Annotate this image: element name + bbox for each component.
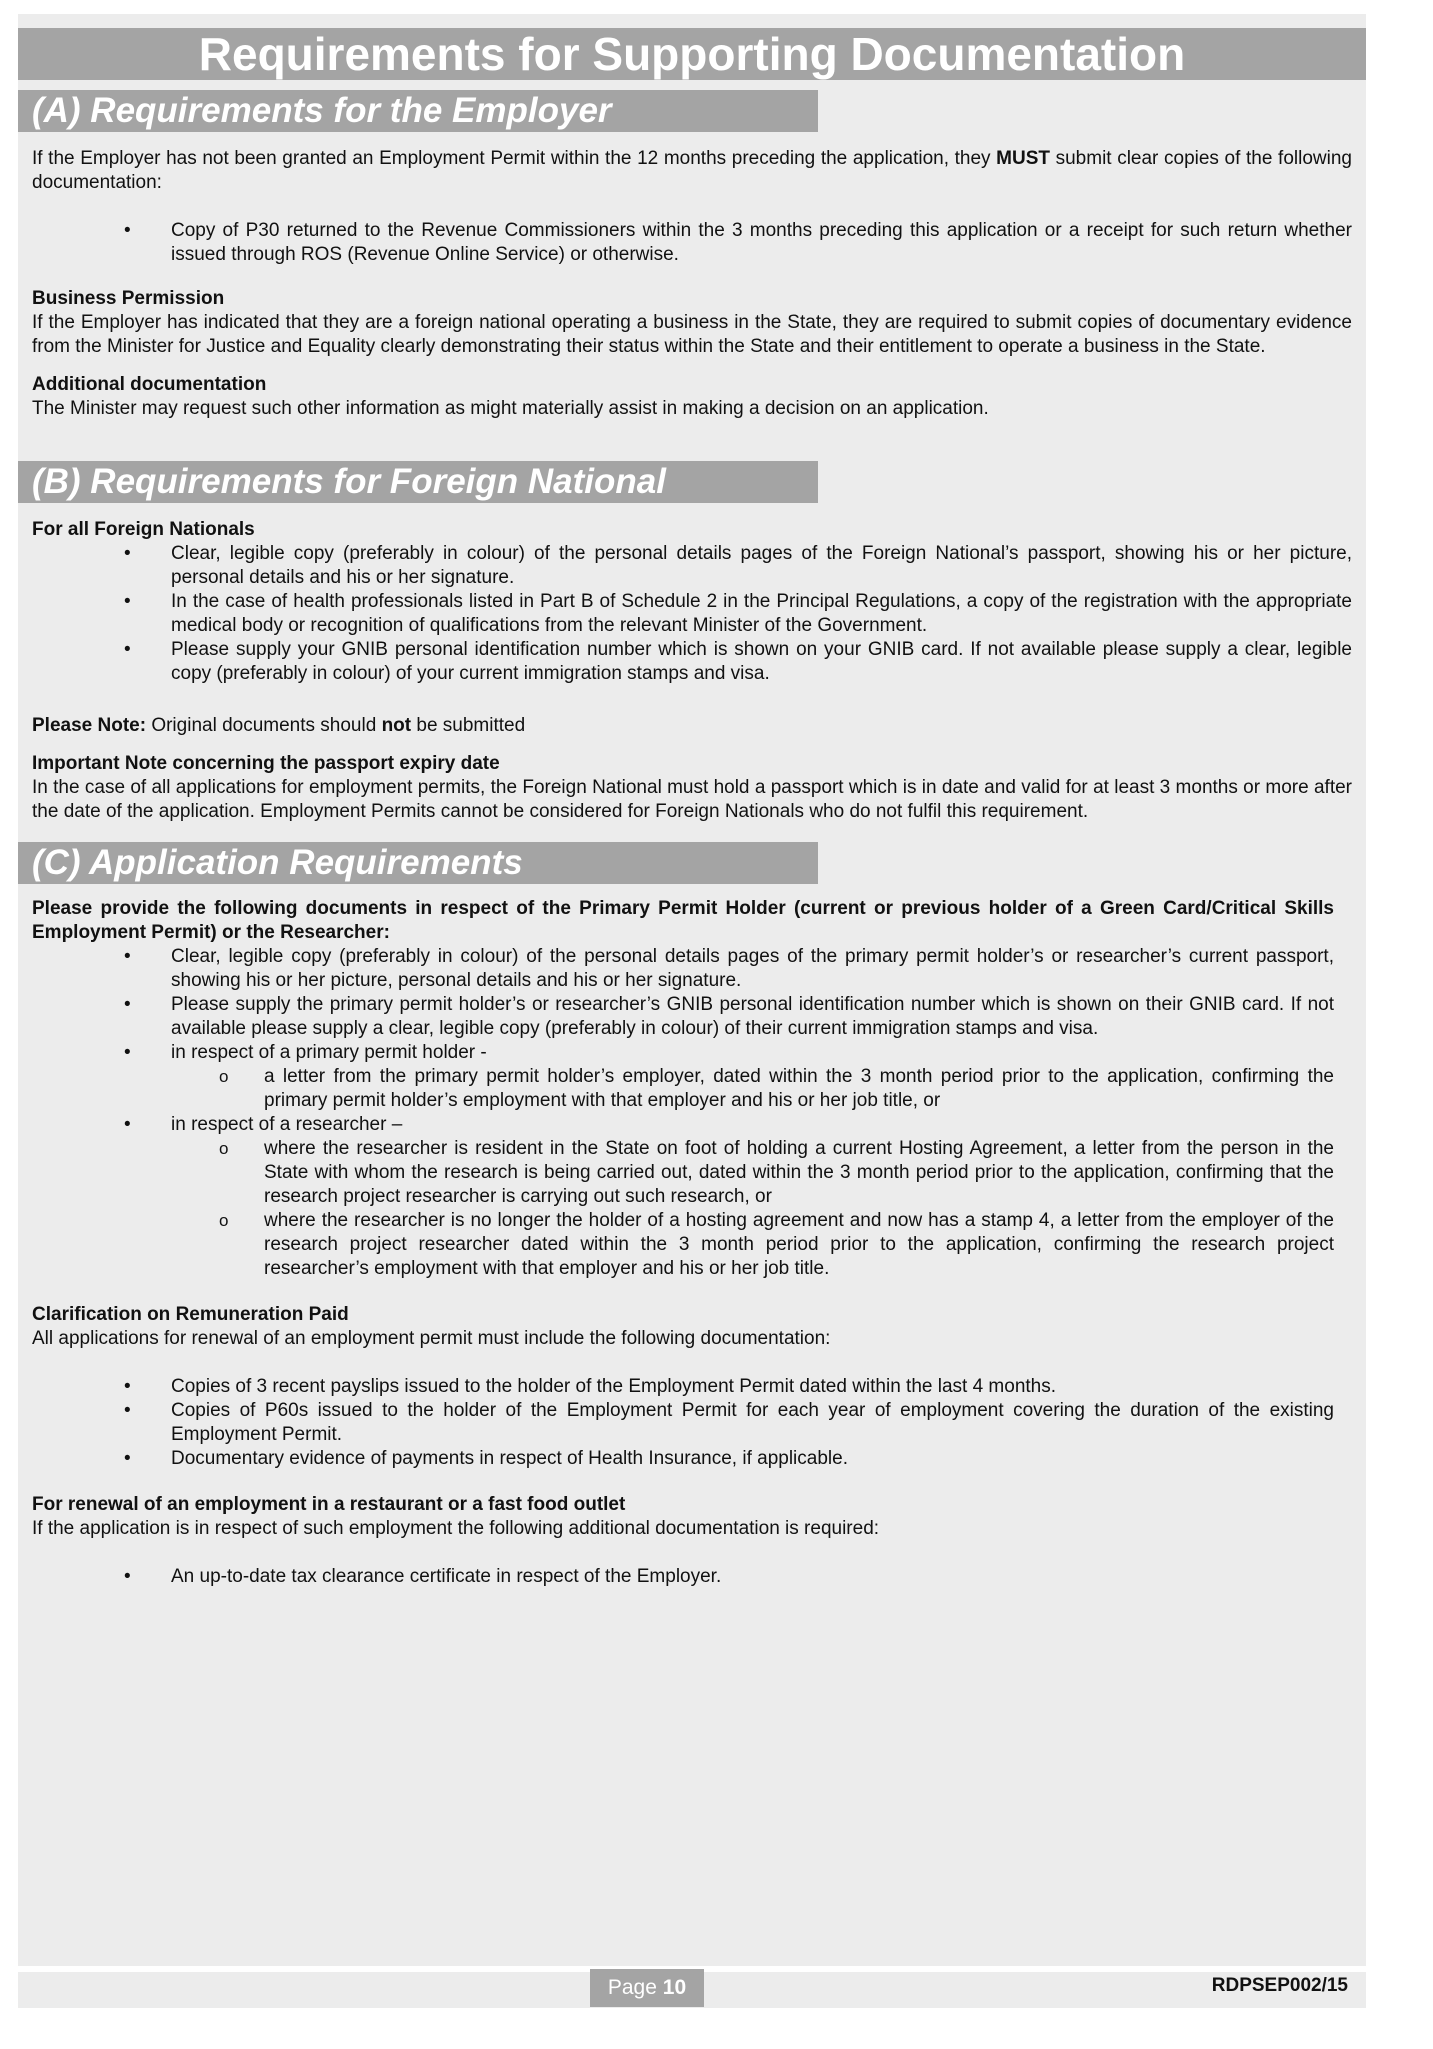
section-a-intro <box>32 147 1352 195</box>
business-permission-text: If the Employer has indicated that they are a foreign national operating a business in the State, they are required to submit copies of documentary evidence from the Minister for Justice and Equality clearly demonstrating their status within the State and their entitlement to operate a business in the State. <box>32 312 1352 357</box>
list-item: • in respect of a primary permit holder - <box>32 1041 1334 1065</box>
restaurant-text: If the application is in respect of such employment the following additional documentation is required: <box>32 1518 880 1539</box>
section-c-bullets <box>32 945 1334 1281</box>
section-a-heading: (A) Requirements for the Employer <box>18 90 818 132</box>
remuneration-text: All applications for renewal of an employment permit must include the following documentation: <box>32 1328 831 1349</box>
section-b-bullets <box>32 542 1352 686</box>
sub-list-item: o where the researcher is resident in the State on foot of holding a current Hosting Agreement, a letter from the person in the State with whom the research is being carried out, dated within the 3 month period prior to the application, confirming that the research project researcher is carrying out such research, or <box>32 1137 1334 1209</box>
list-item: • Copies of P60s issued to the holder of the Employment Permit for each year of employment covering the duration of the existing Employment Permit. <box>32 1399 1334 1447</box>
list-item: • Please supply your GNIB personal identification number which is shown on your GNIB card. If not available please supply a clear, legible copy (preferably in colour) of your current immigration stamps and visa. <box>32 638 1352 686</box>
list-item: • Clear, legible copy (preferably in colour) of the personal details pages of the primary permit holder’s or researcher’s current passport, showing his or her picture, personal details and his or her signature. <box>32 945 1334 993</box>
restaurant-bullets <box>32 1565 1334 1589</box>
sub-list-item: o a letter from the primary permit holder’s employer, dated within the 3 month period prior to the application, confirming the primary permit holder’s employment with that employer and his or her job title, or <box>32 1065 1334 1113</box>
section-c-body <box>32 897 1334 1589</box>
additional-documentation-text: The Minister may request such other information as might materially assist in making a decision on an application. <box>32 398 989 419</box>
application-intro-heading: Please provide the following documents in respect of the Primary Permit Holder (current or previous holder of a Green Card/Critical Skills Employment Permit) or the Researcher: <box>32 898 1334 943</box>
note-label: Please Note: <box>32 715 147 736</box>
list-item: • Clear, legible copy (preferably in colour) of the personal details pages of the Foreign National’s passport, showing his or her picture, personal details and his or her signature. <box>32 542 1352 590</box>
remuneration-heading: Clarification on Remuneration Paid <box>32 1304 349 1325</box>
please-note <box>32 714 1352 738</box>
section-b-body <box>32 518 1352 824</box>
page-number-value: 10 <box>662 1976 687 1999</box>
list-item: • An up-to-date tax clearance certificate in respect of the Employer. <box>32 1565 1334 1589</box>
passport-expiry-heading: Important Note concerning the passport expiry date <box>32 753 500 774</box>
list-item: • Please supply the primary permit holder’s or researcher’s GNIB personal identification number which is shown on their GNIB card. If not available please supply a clear, legible copy (preferably in colour) of their current immigration stamps and visa. <box>32 993 1334 1041</box>
list-item: • In the case of health professionals listed in Part B of Schedule 2 in the Principal Regulations, a copy of the registration with the appropriate medical body or recognition of qualifications from the relevant Minister of the Government. <box>32 590 1352 638</box>
note-text-end: be submitted <box>411 715 526 736</box>
business-permission-heading: Business Permission <box>32 288 225 309</box>
restaurant-heading: For renewal of an employment in a restaurant or a fast food outlet <box>32 1494 626 1515</box>
page-label: Page <box>607 1976 657 1999</box>
intro-text: If the Employer has not been granted an Employment Permit within the 12 months preceding the application, they <box>32 148 997 169</box>
passport-expiry-text: In the case of all applications for employment permits, the Foreign National must hold a passport which is in date and valid for at least 3 months or more after the date of the application. Employment Permits cannot be considered for Foreign Nationals who do not fulfil this requirement. <box>32 777 1352 822</box>
intro-text-end: submit clear copies of the following documentation: <box>32 148 1352 193</box>
section-b-heading: (B) Requirements for Foreign National <box>18 461 818 503</box>
additional-documentation-heading: Additional documentation <box>32 374 267 395</box>
note-emphasis: not <box>381 715 412 736</box>
note-text: Original documents should <box>146 715 382 736</box>
intro-emphasis: MUST <box>996 148 1050 169</box>
list-item: • in respect of a researcher – <box>32 1113 1334 1137</box>
sub-list-item: o where the researcher is no longer the holder of a hosting agreement and now has a stamp 4, a letter from the employer of the research project researcher dated within the 3 month period prior to the application, confirming the research project researcher’s employment with that employer and his or her job title. <box>32 1209 1334 1281</box>
document-code: RDPSEP002/15 <box>1211 1975 1348 1996</box>
page-number <box>590 1969 704 2007</box>
list-item: • Documentary evidence of payments in respect of Health Insurance, if applicable. <box>32 1447 1334 1471</box>
section-a-bullets <box>32 219 1352 267</box>
foreign-nationals-heading: For all Foreign Nationals <box>32 519 255 540</box>
list-item: • Copy of P30 returned to the Revenue Commissioners within the 3 months preceding this application or a receipt for such return whether issued through ROS (Revenue Online Service) or otherwise. <box>32 219 1352 267</box>
remuneration-bullets <box>32 1375 1334 1471</box>
section-c-heading: (C) Application Requirements <box>18 842 818 884</box>
page-title: Requirements for Supporting Documentation <box>18 28 1366 80</box>
section-a-body <box>32 147 1352 421</box>
list-item: • Copies of 3 recent payslips issued to the holder of the Employment Permit dated within the last 4 months. <box>32 1375 1334 1399</box>
